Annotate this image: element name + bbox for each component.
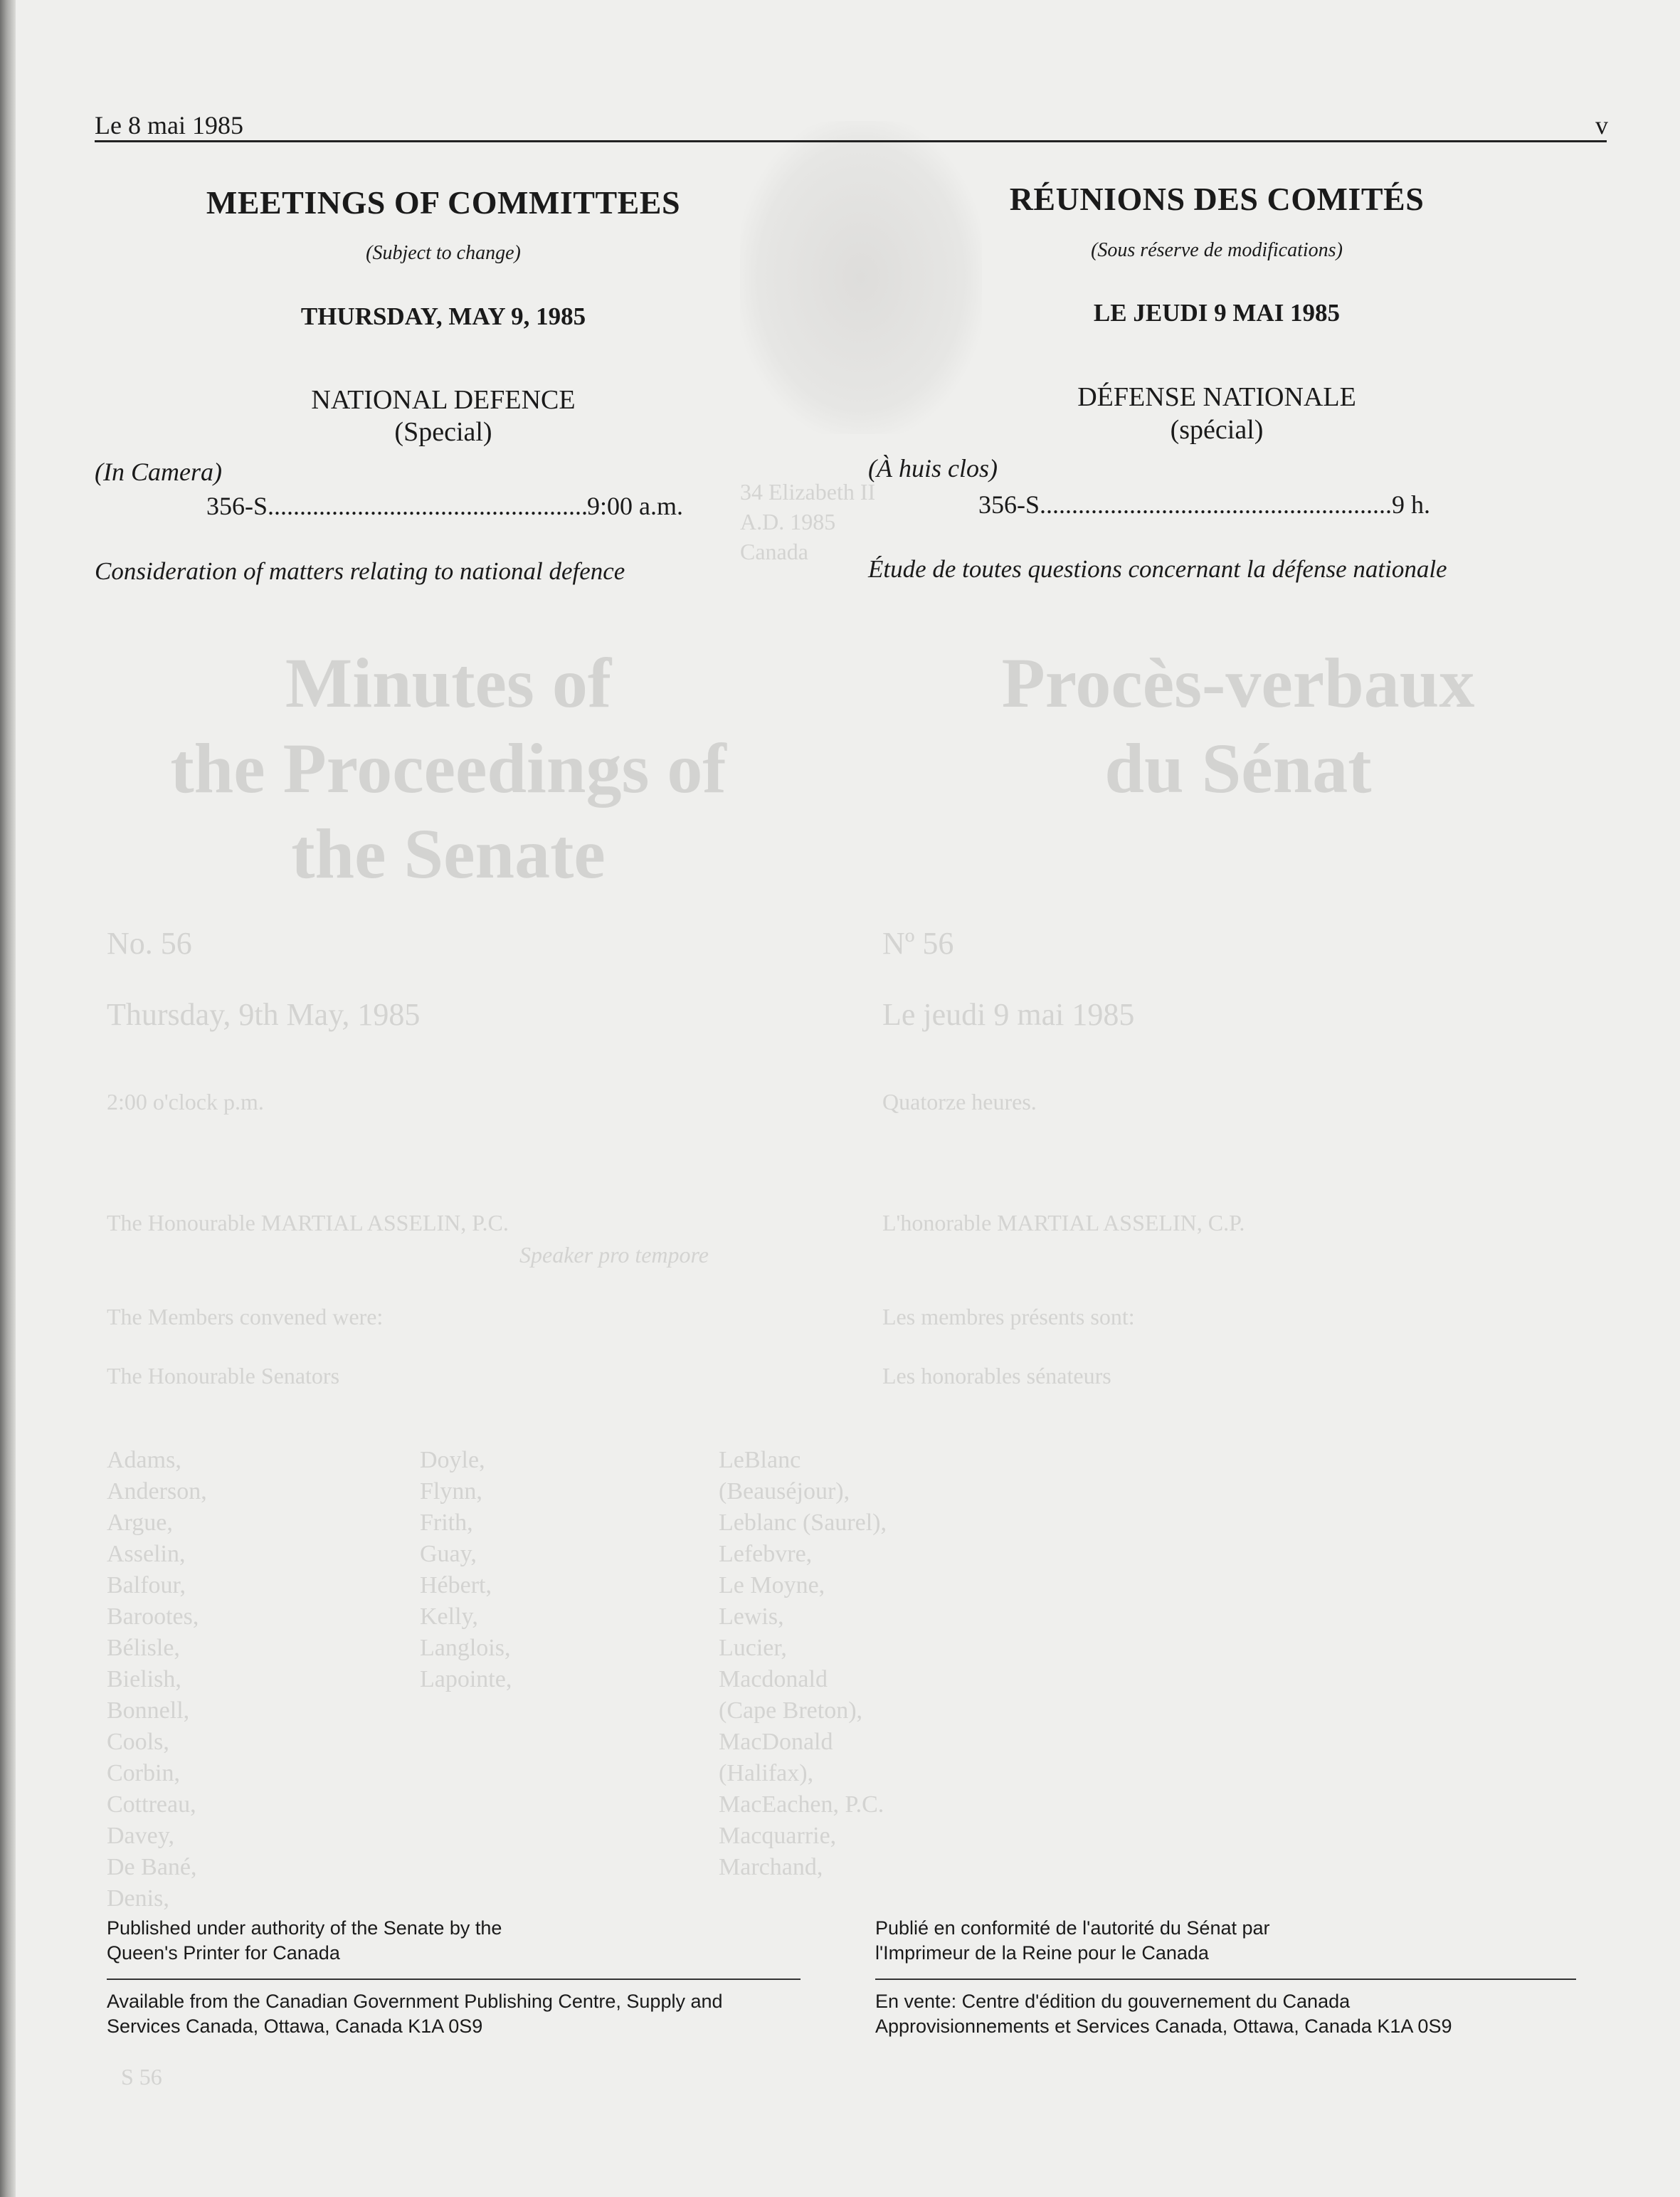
english-committee-name: NATIONAL DEFENCE (311, 385, 576, 415)
french-room-time-row (978, 490, 1430, 520)
page-number: v (1595, 111, 1608, 139)
english-availability-line2: Services Canada, Ottawa, Canada K1A 0S9 (107, 2016, 483, 2037)
bleed-speaker-role-en: Speaker pro tempore (519, 1242, 709, 1268)
english-room: 356-S (206, 492, 268, 520)
french-footer-rule (875, 1979, 1576, 1980)
header-date: Le 8 mai 1985 (95, 111, 243, 139)
french-subtitle: (Sous réserve de modifications) (1091, 239, 1343, 261)
english-availability-note (107, 1989, 811, 2039)
bleed-footer-code: S 56 (121, 2064, 162, 2090)
bleed-number-en: No. 56 (107, 926, 192, 961)
bleed-senators-en: The Honourable Senators (107, 1363, 340, 1389)
english-committee-qualifier: (Special) (394, 417, 492, 447)
french-committee-qualifier: (spécial) (1170, 415, 1264, 445)
french-publisher-line1: Publié en conformité de l'autorité du Sénat par (875, 1917, 1270, 1939)
bleed-senators-fr: Les honorables sénateurs (882, 1363, 1111, 1389)
bleed-date-en: Thursday, 9th May, 1985 (107, 997, 421, 1032)
french-availability-note (875, 1989, 1587, 2039)
english-publisher-line2: Queen's Printer for Canada (107, 1942, 340, 1964)
english-subject: Consideration of matters relating to national defence (95, 557, 625, 585)
bleed-time-fr: Quatorze heures. (882, 1089, 1037, 1115)
french-publisher-line2: l'Imprimeur de la Reine pour le Canada (875, 1942, 1209, 1964)
english-time: 9:00 a.m. (587, 492, 683, 520)
french-title: RÉUNIONS DES COMITÉS (1009, 181, 1425, 217)
french-committee-name: DÉFENSE NATIONALE (1077, 382, 1356, 412)
french-session-type: (À huis clos) (868, 454, 998, 483)
english-availability-line1: Available from the Canadian Government Publishing Centre, Supply and (107, 1991, 723, 2012)
french-time: 9 h. (1392, 490, 1430, 519)
french-subject: Étude de toutes questions concernant la défense nationale (868, 555, 1447, 583)
english-leader-dots (268, 491, 587, 521)
english-footer-rule (107, 1979, 801, 1980)
bleed-number-fr: Nº 56 (882, 926, 954, 961)
header-rule (95, 140, 1607, 142)
bleed-title-fr: Procès-verbaux du Sénat (1001, 643, 1475, 808)
french-leader-dots (1040, 490, 1392, 520)
french-availability-line1: En vente: Centre d'édition du gouvernement du Canada (875, 1991, 1351, 2012)
bleed-time-en: 2:00 o'clock p.m. (107, 1089, 264, 1115)
english-meeting-date: THURSDAY, MAY 9, 1985 (300, 302, 586, 330)
bleed-senators-col3: LeBlanc (Beauséjour), Leblanc (Saurel), Lefebvre, Le Moyne, Lewis, Lucier, Macdonald (Cape Breton), MacDonald (Halifax), MacEachen, P.C. Macquarrie, Marchand, (719, 1447, 887, 1880)
english-session-type: (In Camera) (95, 458, 222, 486)
english-room-time-row (206, 491, 683, 521)
bleed-imprint: 34 Elizabeth II A.D. 1985 Canada (740, 479, 876, 564)
french-meeting-date: LE JEUDI 9 MAI 1985 (1093, 299, 1341, 327)
bleed-date-fr: Le jeudi 9 mai 1985 (882, 997, 1135, 1032)
bleed-senators-col2: Doyle, Flynn, Frith, Guay, Hébert, Kelly, Langlois, Lapointe, (420, 1447, 512, 1692)
french-publisher-note (875, 1916, 1558, 1966)
bleed-speaker-en: The Honourable MARTIAL ASSELIN, P.C. (107, 1210, 509, 1236)
english-subtitle: (Subject to change) (366, 242, 521, 264)
english-publisher-line1: Published under authority of the Senate by the (107, 1917, 502, 1939)
bleed-speaker-fr: L'honorable MARTIAL ASSELIN, C.P. (882, 1210, 1245, 1236)
bleed-members-fr: Les membres présents sont: (882, 1304, 1135, 1329)
english-publisher-note (107, 1916, 790, 1966)
english-title: MEETINGS OF COMMITTEES (206, 184, 681, 221)
french-availability-line2: Approvisionnements et Services Canada, Ottawa, Canada K1A 0S9 (875, 2016, 1452, 2037)
french-room: 356-S (978, 490, 1040, 519)
page-spine-shadow (0, 0, 16, 2197)
bleed-senators-col1: Adams, Anderson, Argue, Asselin, Balfour, Barootes, Bélisle, Bielish, Bonnell, Cools, Corbin, Cottreau, Davey, De Bané, Denis, (107, 1447, 207, 1912)
bleed-members-en: The Members convened were: (107, 1304, 384, 1329)
bleed-title-en: Minutes of the Proceedings of the Senate (170, 643, 727, 893)
